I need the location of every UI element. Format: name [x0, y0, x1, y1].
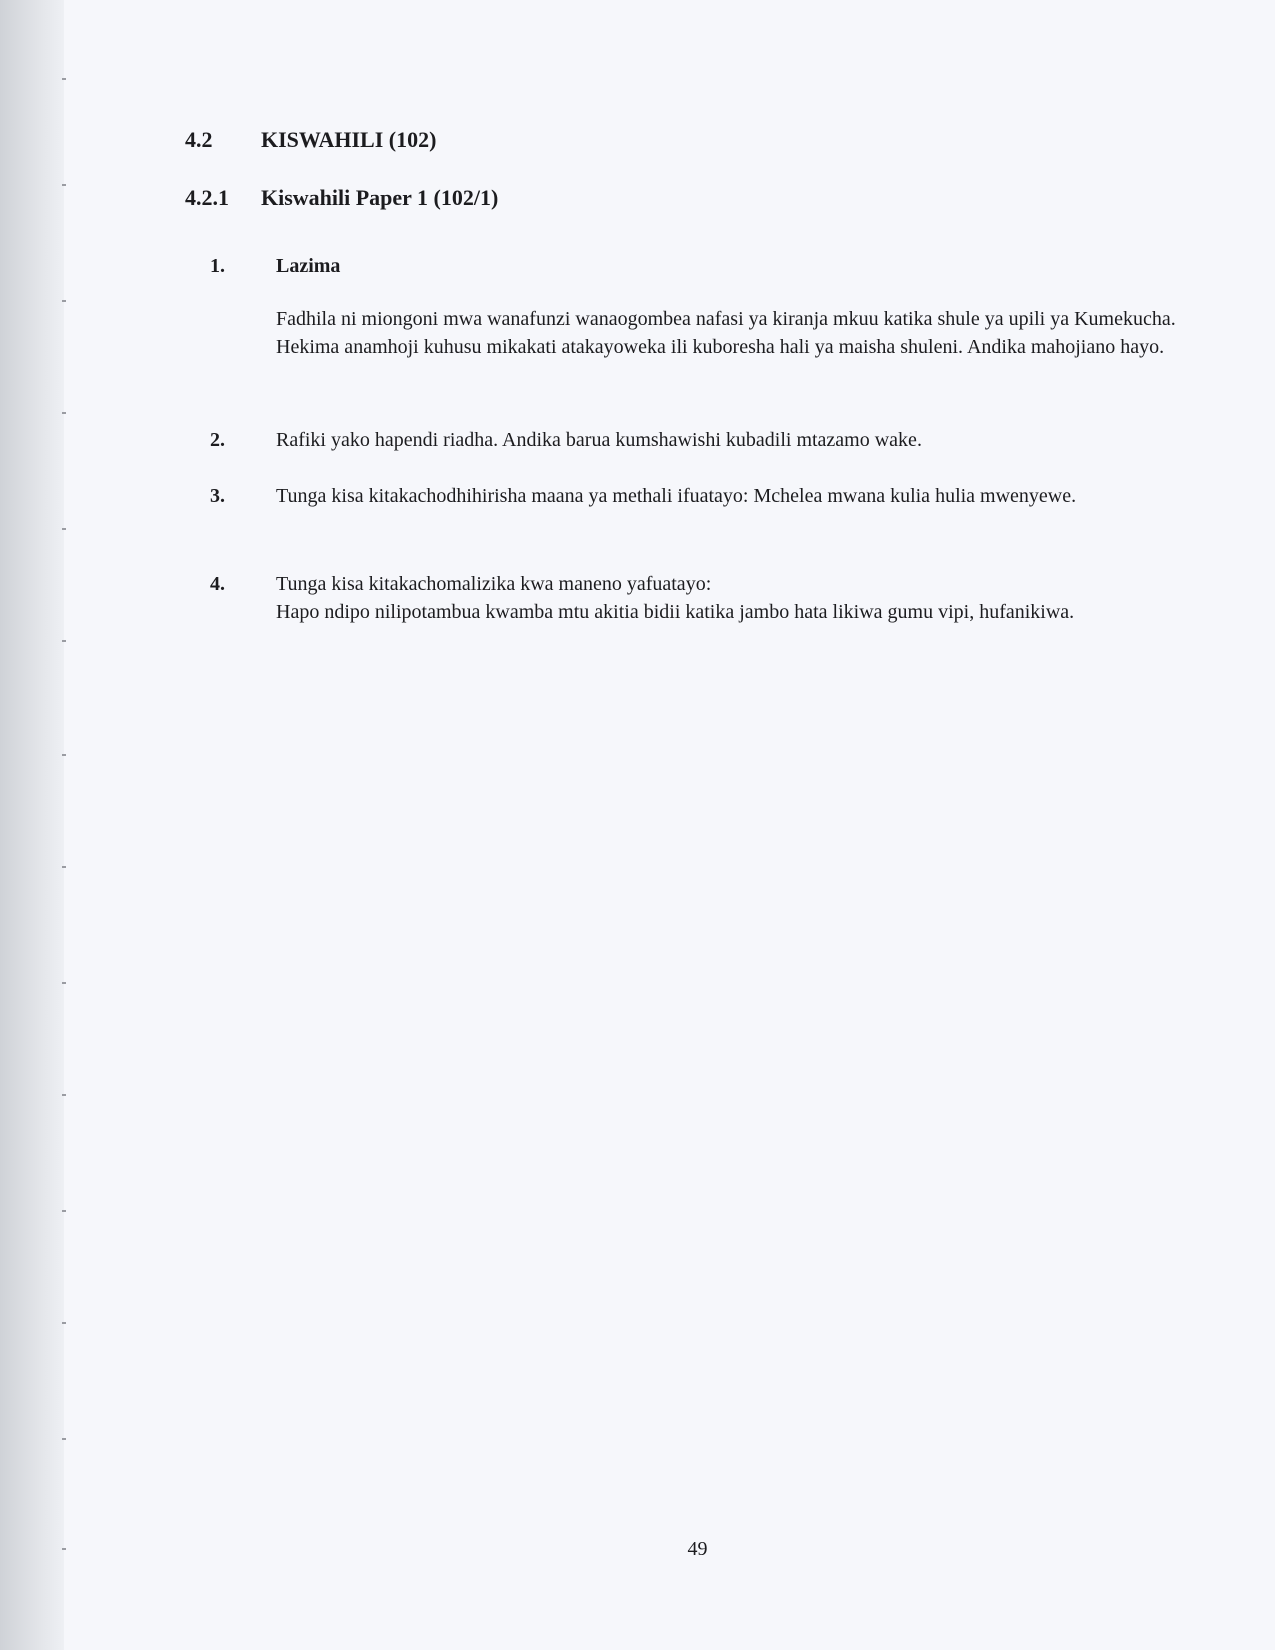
question-1-text: Fadhila ni miongoni mwa wanafunzi wanaogombea nafasi ya kiranja mkuu katika shule ya upili ya Kumekucha. Hekima anamhoji kuhusu mikakati atakayoweka ili kuboresha hali ya maisha shuleni. Andika mahojiano hayo. — [276, 308, 1176, 358]
binding-hole-mark — [62, 184, 66, 186]
question-4-text-continuation: Hapo ndipo nilipotambua kwamba mtu akitia bidii katika jambo hata likiwa gumu vipi, hufanikiwa. — [276, 601, 1075, 623]
binding-hole-mark — [62, 1438, 66, 1440]
question-4-number: 4. — [210, 573, 225, 595]
section-title: KISWAHILI (102) — [261, 127, 437, 152]
question-2-number: 2. — [210, 429, 225, 451]
question-1-heading: Lazima — [276, 255, 341, 277]
document-page — [64, 0, 1275, 1650]
binding-hole-mark — [62, 640, 66, 642]
question-1-number: 1. — [210, 255, 225, 277]
scan-binding-edge — [0, 0, 64, 1650]
binding-hole-mark — [62, 1322, 66, 1324]
subsection-title: Kiswahili Paper 1 (102/1) — [261, 185, 499, 210]
binding-hole-mark — [62, 412, 66, 414]
binding-hole-mark — [62, 754, 66, 756]
binding-hole-mark — [62, 1210, 66, 1212]
subsection-number: 4.2.1 — [185, 185, 229, 210]
page-number: 49 — [687, 1538, 708, 1560]
binding-hole-mark — [62, 528, 66, 530]
section-number: 4.2 — [185, 127, 213, 152]
binding-hole-mark — [62, 866, 66, 868]
binding-hole-mark — [62, 300, 66, 302]
question-4-text: Tunga kisa kitakachomalizika kwa maneno yafuatayo: — [276, 573, 712, 595]
question-3-text: Tunga kisa kitakachodhihirisha maana ya methali ifuatayo: Mchelea mwana kulia hulia mwenyewe. — [276, 485, 1077, 507]
question-3-number: 3. — [210, 485, 225, 507]
binding-hole-mark — [62, 78, 66, 80]
binding-hole-mark — [62, 982, 66, 984]
question-2-text: Rafiki yako hapendi riadha. Andika barua kumshawishi kubadili mtazamo wake. — [276, 429, 922, 451]
binding-hole-mark — [62, 1094, 66, 1096]
